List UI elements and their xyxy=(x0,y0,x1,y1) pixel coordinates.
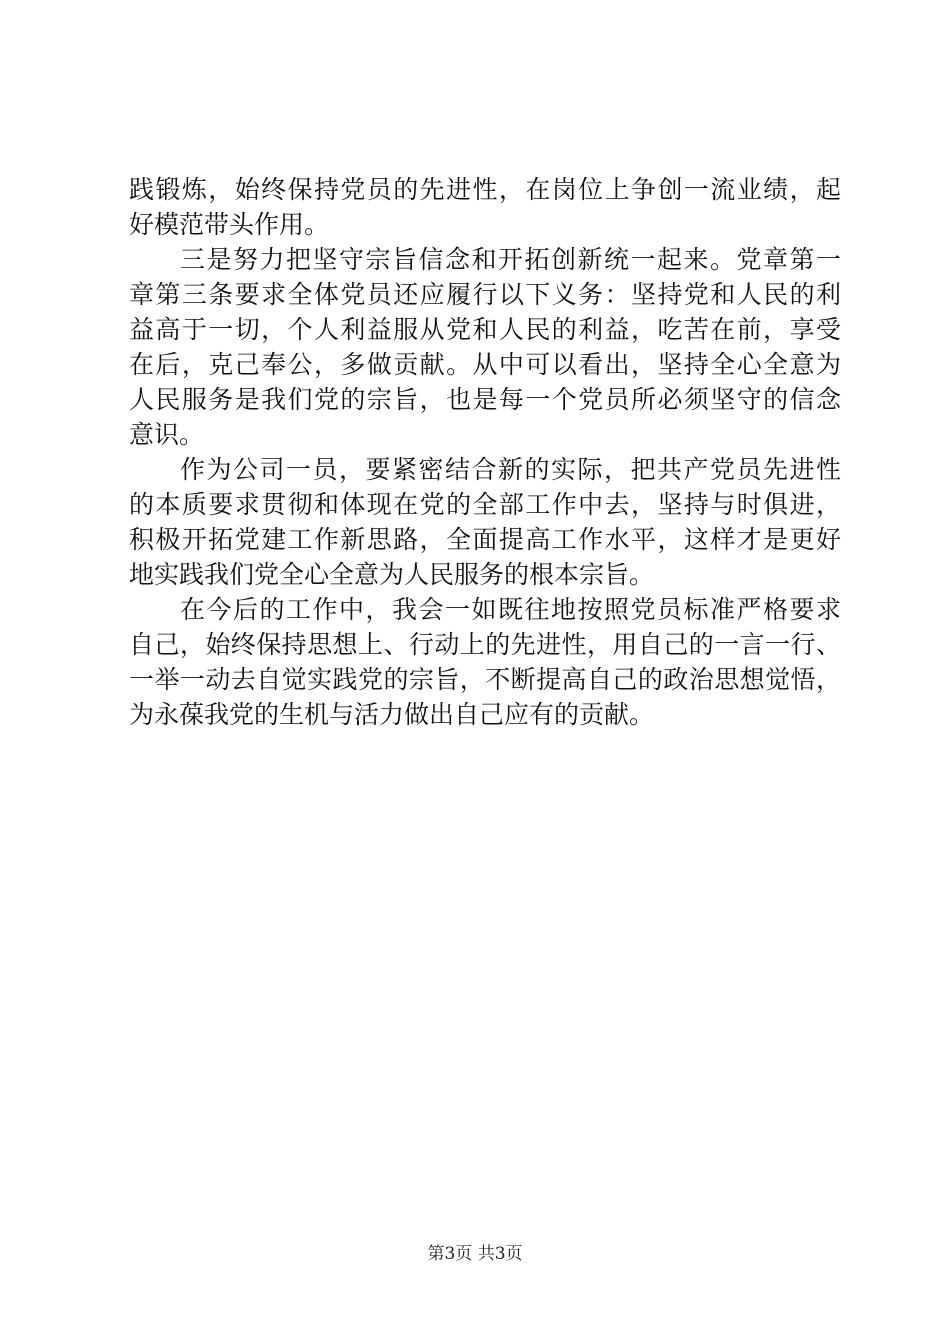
paragraph-first-line: 三是努力把坚守宗旨信念和开拓创新统一起来。党章第一 xyxy=(180,245,841,274)
text-line: 践锻炼，始终保持党员的先进性，在岗位上争创一流业绩，起 xyxy=(129,175,841,204)
text-line: 章第三条要求全体党员还应履行以下义务：坚持党和人民的利 xyxy=(129,280,841,309)
page-number-footer: 第3页 共3页 xyxy=(427,1244,523,1264)
text-line: 地实践我们党全心全意为人民服务的根本宗旨。 xyxy=(129,560,655,589)
paragraph-first-line: 作为公司一员，要紧密结合新的实际，把共产党员先进性 xyxy=(180,455,841,484)
document-body xyxy=(129,172,841,732)
text-line: 自己，始终保持思想上、行动上的先进性，用自己的一言一行、 xyxy=(129,630,841,659)
text-line: 积极开拓党建工作新思路，全面提高工作水平，这样才是更好 xyxy=(129,525,841,554)
text-line: 在后，克己奉公，多做贡献。从中可以看出，坚持全心全意为 xyxy=(129,350,841,379)
text-line: 人民服务是我们党的宗旨，也是每一个党员所必须坚守的信念 xyxy=(129,385,841,414)
text-line: 意识。 xyxy=(129,420,205,449)
text-line: 为永葆我党的生机与活力做出自己应有的贡献。 xyxy=(129,700,655,729)
text-line: 一举一动去自觉实践党的宗旨，不断提高自己的政治思想觉悟， xyxy=(129,665,841,694)
text-line: 好模范带头作用。 xyxy=(129,210,330,239)
text-line: 益高于一切，个人利益服从党和人民的利益，吃苦在前，享受 xyxy=(129,315,841,344)
paragraph-first-line: 在今后的工作中，我会一如既往地按照党员标准严格要求 xyxy=(180,595,841,624)
text-line: 的本质要求贯彻和体现在党的全部工作中去，坚持与时俱进， xyxy=(129,490,841,519)
